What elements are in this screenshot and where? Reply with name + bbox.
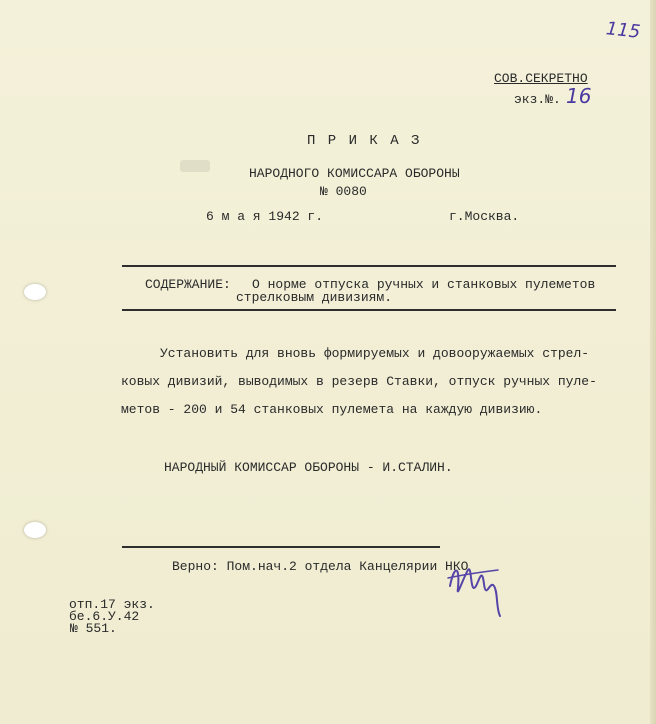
contents-label: СОДЕРЖАНИЕ:: [145, 277, 231, 292]
archive-page-number: 115: [604, 18, 642, 43]
faded-stamp: [180, 160, 210, 172]
contents-rule-top: [122, 265, 616, 267]
contents-line-2: стрелковым дивизиям.: [236, 290, 393, 305]
body-line-3: метов - 200 и 54 станковых пулемета на каждую дивизию.: [121, 402, 543, 417]
contents-rule-bottom: [122, 309, 616, 311]
order-title: П Р И К А З: [307, 133, 422, 149]
punch-hole-bottom: [24, 522, 46, 538]
classification-label: СОВ.СЕКРЕТНО: [494, 71, 588, 86]
certification-rule: [122, 546, 440, 548]
contents-line-1: О норме отпуска ручных и станковых пулеметов: [252, 277, 596, 292]
order-number: № 0080: [320, 184, 367, 199]
distribution-line-3: № 551.: [70, 621, 117, 636]
order-date: 6 м а я 1942 г.: [206, 209, 324, 224]
distribution-line-1: отп.17 экз.: [69, 597, 155, 612]
body-line-1: Установить для вновь формируемых и довооружаемых стрел-: [160, 346, 590, 361]
order-place: г.Москва.: [449, 209, 520, 224]
handwritten-signature: [446, 556, 508, 622]
certification-line: Верно: Пом.нач.2 отдела Канцелярии НКО: [172, 559, 469, 574]
copy-label: экз.№.: [514, 92, 561, 107]
signature-line: НАРОДНЫЙ КОМИССАР ОБОРОНЫ - И.СТАЛИН.: [164, 460, 453, 475]
page-edge: [650, 0, 656, 724]
order-subtitle: НАРОДНОГО КОМИССАРА ОБОРОНЫ: [249, 166, 460, 181]
punch-hole-top: [24, 284, 46, 300]
distribution-line-2: бе.6.У.42: [69, 609, 140, 624]
body-line-2: ковых дивизий, выводимых в резерв Ставки, отпуск ручных пуле-: [121, 374, 597, 389]
copy-number: 16: [566, 84, 592, 108]
